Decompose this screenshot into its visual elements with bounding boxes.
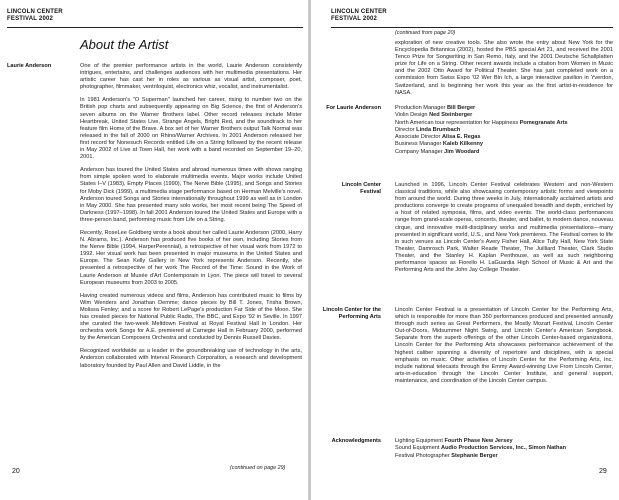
right-page <box>311 0 619 500</box>
ack-role: Festival Photographer <box>395 452 450 459</box>
continued-note: (continued on page 29) <box>230 465 286 471</box>
festival-label: Lincoln Center Festival <box>341 182 381 195</box>
left-page <box>0 0 308 500</box>
credit-role: Company Manager <box>395 148 443 155</box>
acknowledgments-label: Acknowledgments <box>331 438 381 444</box>
side-label-laurie-anderson: Laurie Anderson <box>7 63 52 69</box>
bio-paragraph: Recently, RoseLee Goldberg wrote a book about her called Laurie Anderson (2000, Harry N. Abrams, Inc.). Anderson has produced five books of her own, including Stories from the Nerve Bible (1994, HarperPerennial), a retrospective of her visual work from 1972 to 1992. Her visual work has been presented in major museums in the United States and Europe. The Sean Kelly Gallery in New York represents Anderson. Recently, she presented a retrospective of her work The Record of the Time: Sound in the Work of Laurie Anderson at Musée d'Art Contemporain in Lyon. The piece will travel to several European museums from 2003 to 2005. <box>80 229 302 286</box>
right-header-line-2: FESTIVAL 2002 <box>331 16 378 22</box>
credits-label: For Laurie Anderson <box>326 105 381 111</box>
credit-role: North American tour representation for Happiness <box>395 119 519 126</box>
credit-role: Business Manager <box>395 141 442 148</box>
credit-line <box>395 141 613 148</box>
credit-role: Production Manager <box>395 105 446 111</box>
ack-name: Fourth Phase New Jersey <box>444 438 513 444</box>
left-running-header <box>7 9 63 23</box>
continued-from-note: (continued from page 20) <box>395 30 456 36</box>
credit-line <box>395 112 613 119</box>
artist-bio <box>80 63 302 376</box>
credit-line <box>395 127 613 134</box>
credit-name: Ned Steinberger <box>429 112 473 119</box>
left-header-line-2: FESTIVAL 2002 <box>7 16 54 22</box>
festival-paragraph: Launched in 1996, Lincoln Center Festival celebrates Western and non-Western classical traditions, while also showcasing contemporary artistic forms and viewpoints from around the world. During three weeks in July, internationally acclaimed artists and productions converge to create programs of unequaled breadth and depth, enriched by a host of related symposia, films, and video events. The world-class performances range from grand-scale operas, concerts, theater, and ballet, to modern dance, nouveau cirque, and innovative multi-disciplinary works and multimedia presentations—many presented in significant world, U.S., and New York premieres. The Festival comes to life in such venues as Lincoln Center's Avery Fisher Hall, Alice Tully Hall, New York State Theater, Damrosch Park, Walter Reade Theater, The Juilliard Theater, Clark Studio Theater, and the Stanley H. Kaplan Penthouse, as well as such neighboring performance spaces as Fiorello H. LaGuardia High School of Music & Art and the Performing Arts and the John Jay College Theater. <box>395 182 613 274</box>
bio-continuation <box>395 40 613 103</box>
credit-role: Director <box>395 126 415 133</box>
credit-name: Linda Brumbach <box>416 126 461 133</box>
page-title: About the Artist <box>80 37 169 52</box>
page-number-left: 20 <box>12 468 20 475</box>
bio-paragraph: Anderson has toured the United States and abroad numerous times with shows ranging from simple spoken word to elaborate multimedia events. Major works include United States I–V (1983), Empty Places (1990), The Nerve Bible (1995), and Songs and Stories for Moby Dick (1999), a multimedia stage performance based on Herman Melville's novel. Anderson toured Songs and Stories internationally throughout 1999 as well as in London in May 2000. She has presented many solo works, her most recent being The Speed of Darkness (1997–1998). In fall 2001 Anderson toured the United States and Europe with a three-person band, performing music from Life on a String. <box>80 167 302 223</box>
credit-name: Jim Woodard <box>444 148 480 155</box>
left-header-rule <box>7 27 303 28</box>
ack-role: Lighting Equipment <box>395 438 443 444</box>
lcpa-label: Lincoln Center for the Performing Arts <box>322 307 381 320</box>
left-header-line-1: LINCOLN CENTER <box>7 9 63 15</box>
right-header-line-1: LINCOLN CENTER <box>331 9 387 15</box>
festival-description <box>395 182 613 280</box>
page-number-right: 29 <box>599 468 607 475</box>
bio-paragraph: Recognized worldwide as a leader in the groundbreaking use of technology in the arts, Anderson collaborated with Interval Research Corporation, a research and development laboratory founded by Paul Allen and David Liddle, in the <box>80 348 302 369</box>
credit-name: Alisa E. Regas <box>441 134 481 141</box>
credit-line <box>395 149 613 156</box>
ack-line <box>395 445 613 452</box>
credit-role: Associate Director <box>395 134 441 141</box>
ack-name: Stephanie Berger <box>451 452 498 459</box>
right-running-header <box>331 9 387 23</box>
bio-continuation-paragraph: exploration of new creative tools. She also wrote the entry about New York for the Encyclopedia Britannica (2002), hosted the PBS special Art 21, and received the 2001 Tenco Prize for Songwriting in San Remo, Italy, and the 2001 Deutsche Schallplatten prize for Life on a String. Other recent awards include a citation from Women in Music and the 2002 Otto Award for Political Theater. She has just completed work on a commission from Swiss Expo '02 Wer Bin Ich, a large interactive pavilion in Yverdon, Switzerland, and is beginning her work this year as the first artist-in-residence for NASA. <box>395 40 613 96</box>
ack-line <box>395 438 613 445</box>
lcpa-description <box>395 307 613 391</box>
credits-list <box>395 105 613 156</box>
credit-line <box>395 105 613 112</box>
credit-line <box>395 134 613 141</box>
ack-role: Sound Equipment <box>395 445 440 452</box>
credit-name: Pomegranate Arts <box>519 119 568 126</box>
ack-name: Audio Production Services, Inc., Simon Nathan <box>441 445 566 452</box>
bio-paragraph: Having created numerous videos and films, Anderson has contributed music to films by Wim Wenders and Jonathan Demme; dance pieces by Bill T. Jones, Trisha Brown, Molissa Fenley; and a score for Robert LePage's production Far Side of the Moon. She has created pieces for National Public Radio, The BBC, and Expo '92 in Seville. In 1997 she curated the two-week Meltdown Festival at Royal Festival Hall in London. Her orchestra work Songs for A.E. premiered at Carnegie Hall in February 2000, performed by the American Composers Orchestra and conducted by Dennis Russell Davies. <box>80 292 302 342</box>
credit-role: Violin Design <box>395 112 428 119</box>
credit-line <box>395 120 613 127</box>
right-header-rule <box>331 27 613 28</box>
acknowledgments-list <box>395 438 613 460</box>
credit-name: Kaleb Kilkenny <box>442 141 484 148</box>
ack-line <box>395 453 613 460</box>
lcpa-paragraph: Lincoln Center Festival is a presentation of Lincoln Center for the Performing Arts, which is responsible for more than 350 performances produced and presented annually through such series as Great Performers, the Mostly Mozart Festival, Lincoln Center Out-of-Doors, Midsummer Night Swing, and Lincoln Center's American Songbook. Separate from the superb offerings of the other Lincoln Center-based organizations, Lincoln Center for the Performing Arts showcases performance achievement of the highest caliber spanning a diversity of repertoire and disciplines, with a special emphasis on music. Other activities of Lincoln Center for the Performing Arts, Inc. include national telecasts through the Emmy Award-winning Live From Lincoln Center, arts-in-education through the Lincoln Center Institute, and general support, maintenance, and coordination of the Lincoln Center campus. <box>395 307 613 384</box>
bio-paragraph: One of the premier performance artists in the world, Laurie Anderson consistently intrigues, entertains, and challenges audiences with her multimedia presentations. Her artistic career has cast her in roles as various as visual artist, composer, poet, photographer, filmmaker, ventriloquist, electronics whiz, vocalist, and instrumentalist. <box>80 63 302 91</box>
credit-name: Bill Berger <box>446 105 476 111</box>
bio-paragraph: In 1981 Anderson's "O Superman" launched her career, rising to number two on the British pop charts and subsequently appearing on Big Science, the first of Anderson's seven albums on the Warner Brothers label. Other record releases include Mister Heartbreak, United States Live, Strange Angels, Bright Red, and the soundtrack to her feature film Home of the Brave. A box set of her Warner Brothers output Talk Normal was released in the fall of 2000 on Rhino/Warner Archives. In 2001 Anderson released her first record for Nonesuch Records entitled Life on a String followed by the recent release in May 2002 of Live at Town Hall, her work with a band recorded on September 19–20, 2001. <box>80 97 302 161</box>
